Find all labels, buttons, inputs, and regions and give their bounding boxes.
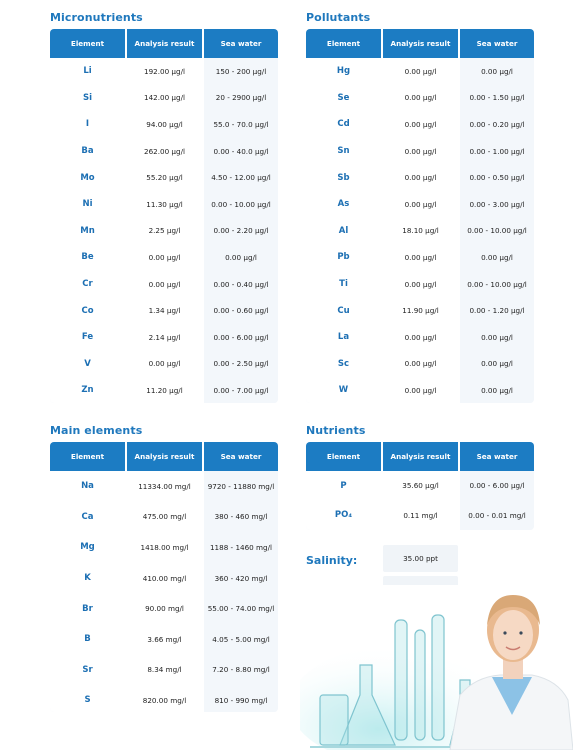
element-symbol: Mg xyxy=(80,542,95,553)
sea-water-value: 9720 - 11880 mg/l xyxy=(207,481,275,491)
analysis-result-value: 2.25 µg/l xyxy=(148,226,181,236)
header-sea-water: Sea water xyxy=(460,29,534,58)
sea-water-value: 0.00 - 10.00 µg/l xyxy=(467,279,527,289)
element-symbol: Sc xyxy=(337,358,350,369)
sea-water-value: 0.00 µg/l xyxy=(481,385,513,395)
sea-water-value: 0.00 - 6.00 µg/l xyxy=(213,332,269,342)
element-symbol: K xyxy=(84,573,91,584)
analysis-result-value: 11.30 µg/l xyxy=(146,199,183,209)
sea-water-value: 4.05 - 5.00 mg/l xyxy=(212,634,270,644)
table-body xyxy=(50,471,278,712)
sea-water-value: 0.00 µg/l xyxy=(481,252,513,262)
header-sea-water: Sea water xyxy=(460,442,534,471)
element-symbol: Cu xyxy=(337,305,350,316)
element-symbol: Sr xyxy=(82,664,93,675)
element-column xyxy=(50,471,127,712)
element-symbol: W xyxy=(338,385,349,396)
analysis-result-value: 0.00 µg/l xyxy=(148,252,181,262)
analysis-result-value: 94.00 µg/l xyxy=(146,119,183,129)
element-symbol: Zn xyxy=(81,385,94,396)
analysis-result-value: 3.66 mg/l xyxy=(147,634,182,644)
sea-water-value: 0.00 - 1.50 µg/l xyxy=(469,93,525,103)
pollutants-section xyxy=(306,8,534,403)
element-symbol: Cd xyxy=(337,119,350,130)
sea-water-value: 0.00 - 1.00 µg/l xyxy=(469,146,525,156)
lab-illustration xyxy=(300,585,573,750)
header-element: Element xyxy=(306,29,383,58)
element-symbol: V xyxy=(84,358,91,369)
element-symbol: Sn xyxy=(337,146,350,157)
element-symbol: B xyxy=(84,634,91,645)
header-sea-water: Sea water xyxy=(204,442,278,471)
analysis-result-value: 410.00 mg/l xyxy=(142,573,187,583)
analysis-result-value: 475.00 mg/l xyxy=(142,512,187,522)
analysis-result-value: 35.60 µg/l xyxy=(402,481,439,491)
sea-water-value: 7.20 - 8.80 mg/l xyxy=(212,665,270,675)
analysis-result-column xyxy=(383,471,460,530)
table-body xyxy=(50,58,278,403)
analysis-result-value: 18.10 µg/l xyxy=(402,226,439,236)
analysis-result-column xyxy=(127,58,204,403)
sea-water-value: 0.00 - 10.00 µg/l xyxy=(467,226,527,236)
element-column xyxy=(306,58,383,403)
salinity-value: 35.00 ppt xyxy=(383,545,458,572)
analysis-result-value: 142.00 µg/l xyxy=(144,93,185,103)
header-element: Element xyxy=(306,442,383,471)
sea-water-value: 0.00 µg/l xyxy=(481,332,513,342)
analysis-result-value: 1418.00 mg/l xyxy=(140,542,189,552)
main-elements-table xyxy=(50,442,278,712)
analysis-result-value: 0.00 µg/l xyxy=(404,385,437,395)
nutrients-title: Nutrients xyxy=(306,424,366,437)
element-symbol: Si xyxy=(82,92,93,103)
analysis-result-value: 0.00 µg/l xyxy=(148,279,181,289)
element-symbol: Ni xyxy=(82,199,93,210)
nutrients-section xyxy=(306,421,534,530)
sea-water-value: 0.00 - 6.00 µg/l xyxy=(469,481,525,491)
element-symbol: P xyxy=(340,480,347,491)
element-symbol: S xyxy=(84,695,91,706)
element-symbol: Br xyxy=(82,603,93,614)
sea-water-value: 0.00 - 0.50 µg/l xyxy=(469,173,525,183)
micronutrients-title: Micronutrients xyxy=(50,11,143,24)
analysis-result-value: 820.00 mg/l xyxy=(142,695,187,705)
element-symbol: PO₄ xyxy=(334,510,353,521)
analysis-result-value: 0.00 µg/l xyxy=(404,199,437,209)
analysis-result-value: 0.00 µg/l xyxy=(404,252,437,262)
analysis-result-value: 0.00 µg/l xyxy=(404,93,437,103)
sea-water-column xyxy=(204,471,278,712)
sea-water-value: 0.00 - 0.60 µg/l xyxy=(213,306,269,316)
analysis-result-value: 11.20 µg/l xyxy=(146,385,183,395)
element-symbol: Ca xyxy=(81,511,94,522)
element-symbol: Li xyxy=(83,66,92,77)
element-symbol: As xyxy=(337,199,350,210)
micronutrients-section xyxy=(50,8,278,403)
analysis-result-value: 0.00 µg/l xyxy=(404,173,437,183)
header-analysis-result: Analysis result xyxy=(127,29,204,58)
element-symbol: Mo xyxy=(80,172,95,183)
sea-water-value: 0.00 µg/l xyxy=(481,66,513,76)
header-analysis-result: Analysis result xyxy=(127,442,204,471)
element-symbol: Pb xyxy=(337,252,350,263)
sea-water-value: 55.0 - 70.0 µg/l xyxy=(213,119,269,129)
sea-water-column xyxy=(460,471,534,530)
sea-water-value: 1188 - 1460 mg/l xyxy=(209,542,272,552)
sea-water-value: 0.00 - 3.00 µg/l xyxy=(469,199,525,209)
element-symbol: Be xyxy=(81,252,94,263)
salinity-label: Salinity: xyxy=(306,554,358,567)
element-symbol: Co xyxy=(81,305,94,316)
element-column xyxy=(50,58,127,403)
header-analysis-result: Analysis result xyxy=(383,442,460,471)
element-symbol: La xyxy=(337,332,350,343)
analysis-result-column xyxy=(383,58,460,403)
sea-water-value: 810 - 990 mg/l xyxy=(214,695,268,705)
analysis-result-value: 0.00 µg/l xyxy=(404,66,437,76)
sea-water-value: 0.00 - 0.01 mg/l xyxy=(468,510,526,520)
element-symbol: Ti xyxy=(339,279,348,290)
sea-water-value: 360 - 420 mg/l xyxy=(214,573,268,583)
analysis-result-value: 8.34 mg/l xyxy=(147,665,182,675)
element-symbol: Se xyxy=(337,92,350,103)
analysis-result-value: 1.34 µg/l xyxy=(148,306,181,316)
element-symbol: Sb xyxy=(337,172,350,183)
sea-water-value: 380 - 460 mg/l xyxy=(214,512,268,522)
pollutants-table xyxy=(306,29,534,403)
sea-water-value: 20 - 2900 µg/l xyxy=(215,93,267,103)
sea-water-value: 0.00 - 7.00 µg/l xyxy=(213,385,269,395)
analysis-result-value: 55.20 µg/l xyxy=(146,173,183,183)
sea-water-value: 0.00 µg/l xyxy=(225,252,257,262)
element-symbol: Ba xyxy=(81,146,94,157)
header-element: Element xyxy=(50,442,127,471)
analysis-result-value: 192.00 µg/l xyxy=(144,66,185,76)
sea-water-value: 0.00 - 40.0 µg/l xyxy=(213,146,269,156)
analysis-result-value: 2.14 µg/l xyxy=(148,332,181,342)
micronutrients-table xyxy=(50,29,278,403)
analysis-result-value: 90.00 mg/l xyxy=(145,604,184,614)
analysis-result-value: 0.00 µg/l xyxy=(404,119,437,129)
analysis-result-value: 11.90 µg/l xyxy=(402,306,439,316)
header-sea-water: Sea water xyxy=(204,29,278,58)
header-analysis-result: Analysis result xyxy=(383,29,460,58)
nutrients-table xyxy=(306,442,534,530)
pollutants-title: Pollutants xyxy=(306,11,371,24)
analysis-result-value: 0.11 mg/l xyxy=(403,510,438,520)
analysis-result-value: 0.00 µg/l xyxy=(404,332,437,342)
sea-water-column xyxy=(460,58,534,403)
sea-water-value: 0.00 - 0.40 µg/l xyxy=(213,279,269,289)
element-symbol: Fe xyxy=(81,332,94,343)
header-element: Element xyxy=(50,29,127,58)
sea-water-value: 0.00 - 1.20 µg/l xyxy=(469,306,525,316)
element-symbol: Na xyxy=(81,481,94,492)
element-column xyxy=(306,471,383,530)
analysis-result-value: 11334.00 mg/l xyxy=(138,481,191,491)
table-body xyxy=(306,471,534,530)
scientist-photo xyxy=(300,585,573,750)
element-symbol: Mn xyxy=(80,225,95,236)
element-symbol: Al xyxy=(338,225,349,236)
analysis-result-value: 0.00 µg/l xyxy=(404,279,437,289)
sea-water-value: 0.00 - 10.00 µg/l xyxy=(211,199,271,209)
analysis-result-value: 0.00 µg/l xyxy=(404,146,437,156)
sea-water-column xyxy=(204,58,278,403)
sea-water-value: 0.00 µg/l xyxy=(481,359,513,369)
element-symbol: Cr xyxy=(82,279,93,290)
element-symbol: Hg xyxy=(336,66,351,77)
sea-water-value: 0.00 - 2.50 µg/l xyxy=(213,359,269,369)
sea-water-value: 4.50 - 12.00 µg/l xyxy=(211,173,271,183)
analysis-result-value: 262.00 µg/l xyxy=(144,146,185,156)
sea-water-value: 0.00 - 2.20 µg/l xyxy=(213,226,269,236)
main-elements-section xyxy=(50,421,278,712)
main-elements-title: Main elements xyxy=(50,424,143,437)
analysis-result-value: 0.00 µg/l xyxy=(404,359,437,369)
analysis-result-value: 0.00 µg/l xyxy=(148,359,181,369)
sea-water-value: 0.00 - 0.20 µg/l xyxy=(469,119,525,129)
table-body xyxy=(306,58,534,403)
sea-water-value: 150 - 200 µg/l xyxy=(215,66,267,76)
element-symbol: I xyxy=(85,119,90,130)
analysis-result-column xyxy=(127,471,204,712)
sea-water-value: 55.00 - 74.00 mg/l xyxy=(207,604,275,614)
